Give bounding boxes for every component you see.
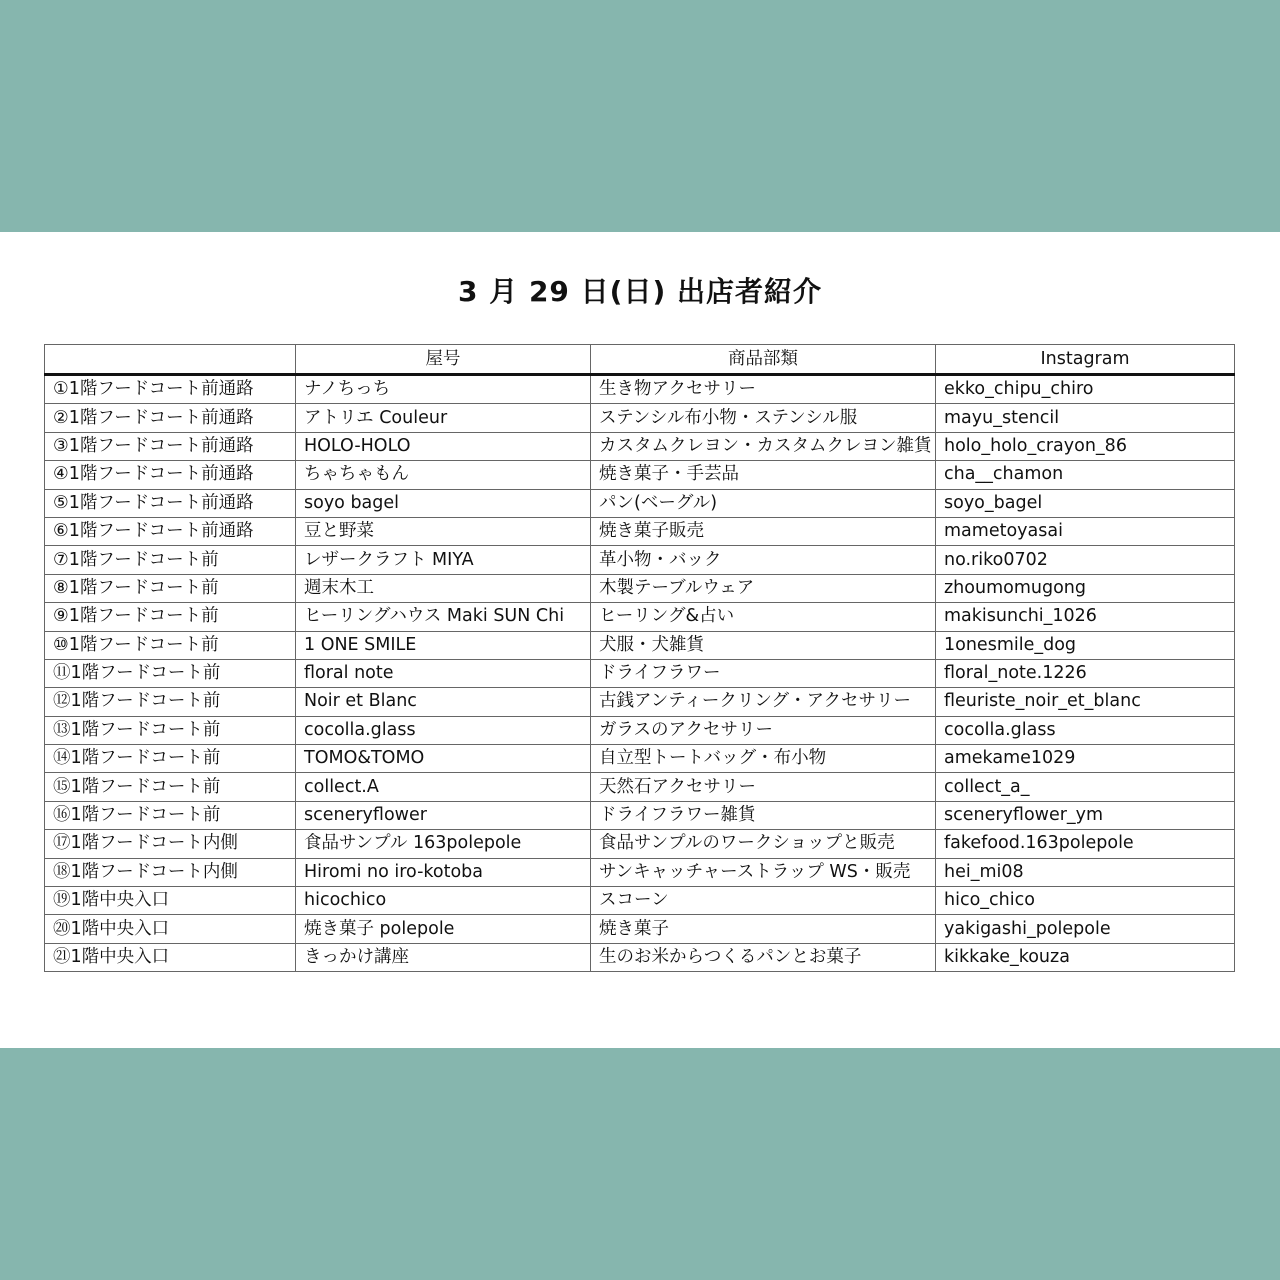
cell-shop-name: Hiromi no iro-kotoba — [296, 858, 591, 886]
cell-location: ⑫1階フードコート前 — [45, 688, 296, 716]
cell-shop-name: ヒーリングハウス Maki SUN Chi — [296, 603, 591, 631]
table-row — [45, 943, 1235, 971]
table-row — [45, 887, 1235, 915]
table-row — [45, 688, 1235, 716]
cell-location: ⑮1階フードコート前 — [45, 773, 296, 801]
cell-shop-name: 1 ONE SMILE — [296, 631, 591, 659]
document-sheet — [0, 232, 1280, 1048]
cell-shop-name: hicochico — [296, 887, 591, 915]
cell-shop-name: 週末木工 — [296, 574, 591, 602]
cell-shop-name: ナノちっち — [296, 375, 591, 404]
cell-shop-name: HOLO-HOLO — [296, 432, 591, 460]
cell-instagram: no.riko0702 — [936, 546, 1235, 574]
cell-location: ㉑1階中央入口 — [45, 943, 296, 971]
cell-instagram: collect_a_ — [936, 773, 1235, 801]
cell-category: サンキャッチャーストラップ WS・販売 — [591, 858, 936, 886]
cell-category: 焼き菓子販売 — [591, 517, 936, 545]
cell-location: ⑳1階中央入口 — [45, 915, 296, 943]
cell-category: ガラスのアクセサリー — [591, 716, 936, 744]
cell-shop-name: soyo bagel — [296, 489, 591, 517]
cell-location: ⑯1階フードコート前 — [45, 801, 296, 829]
cell-location: ⑰1階フードコート内側 — [45, 830, 296, 858]
cell-instagram: hei_mi08 — [936, 858, 1235, 886]
cell-shop-name: sceneryflower — [296, 801, 591, 829]
cell-instagram: ekko_chipu_chiro — [936, 375, 1235, 404]
table-row — [45, 716, 1235, 744]
table-row — [45, 603, 1235, 631]
table-row — [45, 375, 1235, 404]
cell-category: スコーン — [591, 887, 936, 915]
cell-instagram: fakefood.163polepole — [936, 830, 1235, 858]
table-row — [45, 546, 1235, 574]
table-row — [45, 404, 1235, 432]
cell-shop-name: 食品サンプル 163polepole — [296, 830, 591, 858]
cell-shop-name: 焼き菓子 polepole — [296, 915, 591, 943]
header-instagram: Instagram — [936, 345, 1235, 375]
cell-location: ⑥1階フードコート前通路 — [45, 517, 296, 545]
table-row — [45, 432, 1235, 460]
cell-location: ⑪1階フードコート前 — [45, 659, 296, 687]
cell-category: ドライフラワー雑貨 — [591, 801, 936, 829]
cell-instagram: mayu_stencil — [936, 404, 1235, 432]
cell-category: ヒーリング&占い — [591, 603, 936, 631]
cell-category: 木製テーブルウェア — [591, 574, 936, 602]
cell-location: ①1階フードコート前通路 — [45, 375, 296, 404]
cell-location: ⑦1階フードコート前 — [45, 546, 296, 574]
cell-shop-name: collect.A — [296, 773, 591, 801]
cell-instagram: cha__chamon — [936, 461, 1235, 489]
cell-shop-name: Noir et Blanc — [296, 688, 591, 716]
cell-location: ③1階フードコート前通路 — [45, 432, 296, 460]
table-row — [45, 773, 1235, 801]
bottom-band — [0, 1048, 1280, 1280]
cell-instagram: floral_note.1226 — [936, 659, 1235, 687]
page-title: 3 月 29 日(日) 出店者紹介 — [457, 275, 823, 308]
cell-location: ④1階フードコート前通路 — [45, 461, 296, 489]
cell-category: 生き物アクセサリー — [591, 375, 936, 404]
table-row — [45, 517, 1235, 545]
cell-instagram: hico_chico — [936, 887, 1235, 915]
cell-category: 天然石アクセサリー — [591, 773, 936, 801]
table-row — [45, 830, 1235, 858]
cell-shop-name: きっかけ講座 — [296, 943, 591, 971]
cell-instagram: yakigashi_polepole — [936, 915, 1235, 943]
cell-location: ⑲1階中央入口 — [45, 887, 296, 915]
cell-instagram: makisunchi_1026 — [936, 603, 1235, 631]
cell-shop-name: 豆と野菜 — [296, 517, 591, 545]
vendor-table-body — [45, 375, 1235, 972]
cell-instagram: 1onesmile_dog — [936, 631, 1235, 659]
cell-location: ⑱1階フードコート内側 — [45, 858, 296, 886]
cell-category: 犬服・犬雑貨 — [591, 631, 936, 659]
cell-shop-name: アトリエ Couleur — [296, 404, 591, 432]
cell-category: ドライフラワー — [591, 659, 936, 687]
cell-instagram: zhoumomugong — [936, 574, 1235, 602]
cell-shop-name: TOMO&TOMO — [296, 745, 591, 773]
cell-instagram: amekame1029 — [936, 745, 1235, 773]
cell-instagram: soyo_bagel — [936, 489, 1235, 517]
table-row — [45, 858, 1235, 886]
cell-shop-name: floral note — [296, 659, 591, 687]
table-row — [45, 461, 1235, 489]
cell-category: 革小物・バック — [591, 546, 936, 574]
top-band — [0, 0, 1280, 232]
cell-instagram: cocolla.glass — [936, 716, 1235, 744]
cell-instagram: mametoyasai — [936, 517, 1235, 545]
table-row — [45, 659, 1235, 687]
table-row — [45, 745, 1235, 773]
table-row — [45, 915, 1235, 943]
cell-location: ⑨1階フードコート前 — [45, 603, 296, 631]
table-row — [45, 489, 1235, 517]
cell-category: 食品サンプルのワークショップと販売 — [591, 830, 936, 858]
cell-location: ⑬1階フードコート前 — [45, 716, 296, 744]
cell-category: 古銭アンティークリング・アクセサリー — [591, 688, 936, 716]
cell-location: ②1階フードコート前通路 — [45, 404, 296, 432]
cell-instagram: kikkake_kouza — [936, 943, 1235, 971]
cell-instagram: sceneryflower_ym — [936, 801, 1235, 829]
cell-location: ⑧1階フードコート前 — [45, 574, 296, 602]
cell-instagram: fleuriste_noir_et_blanc — [936, 688, 1235, 716]
cell-category: 自立型トートバッグ・布小物 — [591, 745, 936, 773]
cell-location: ⑭1階フードコート前 — [45, 745, 296, 773]
cell-category: 焼き菓子・手芸品 — [591, 461, 936, 489]
cell-location: ⑩1階フードコート前 — [45, 631, 296, 659]
cell-shop-name: ちゃちゃもん — [296, 461, 591, 489]
header-category: 商品部類 — [591, 345, 936, 375]
cell-shop-name: cocolla.glass — [296, 716, 591, 744]
cell-location: ⑤1階フードコート前通路 — [45, 489, 296, 517]
header-location — [45, 345, 296, 375]
cell-instagram: holo_holo_crayon_86 — [936, 432, 1235, 460]
cell-shop-name: レザークラフト MIYA — [296, 546, 591, 574]
header-shop-name: 屋号 — [296, 345, 591, 375]
cell-category: カスタムクレヨン・カスタムクレヨン雑貨 — [591, 432, 936, 460]
cell-category: パン(ベーグル) — [591, 489, 936, 517]
table-header-row — [45, 345, 1235, 375]
table-row — [45, 574, 1235, 602]
vendor-table — [44, 344, 1235, 972]
table-row — [45, 801, 1235, 829]
cell-category: 生のお米からつくるパンとお菓子 — [591, 943, 936, 971]
cell-category: 焼き菓子 — [591, 915, 936, 943]
table-row — [45, 631, 1235, 659]
cell-category: ステンシル布小物・ステンシル服 — [591, 404, 936, 432]
